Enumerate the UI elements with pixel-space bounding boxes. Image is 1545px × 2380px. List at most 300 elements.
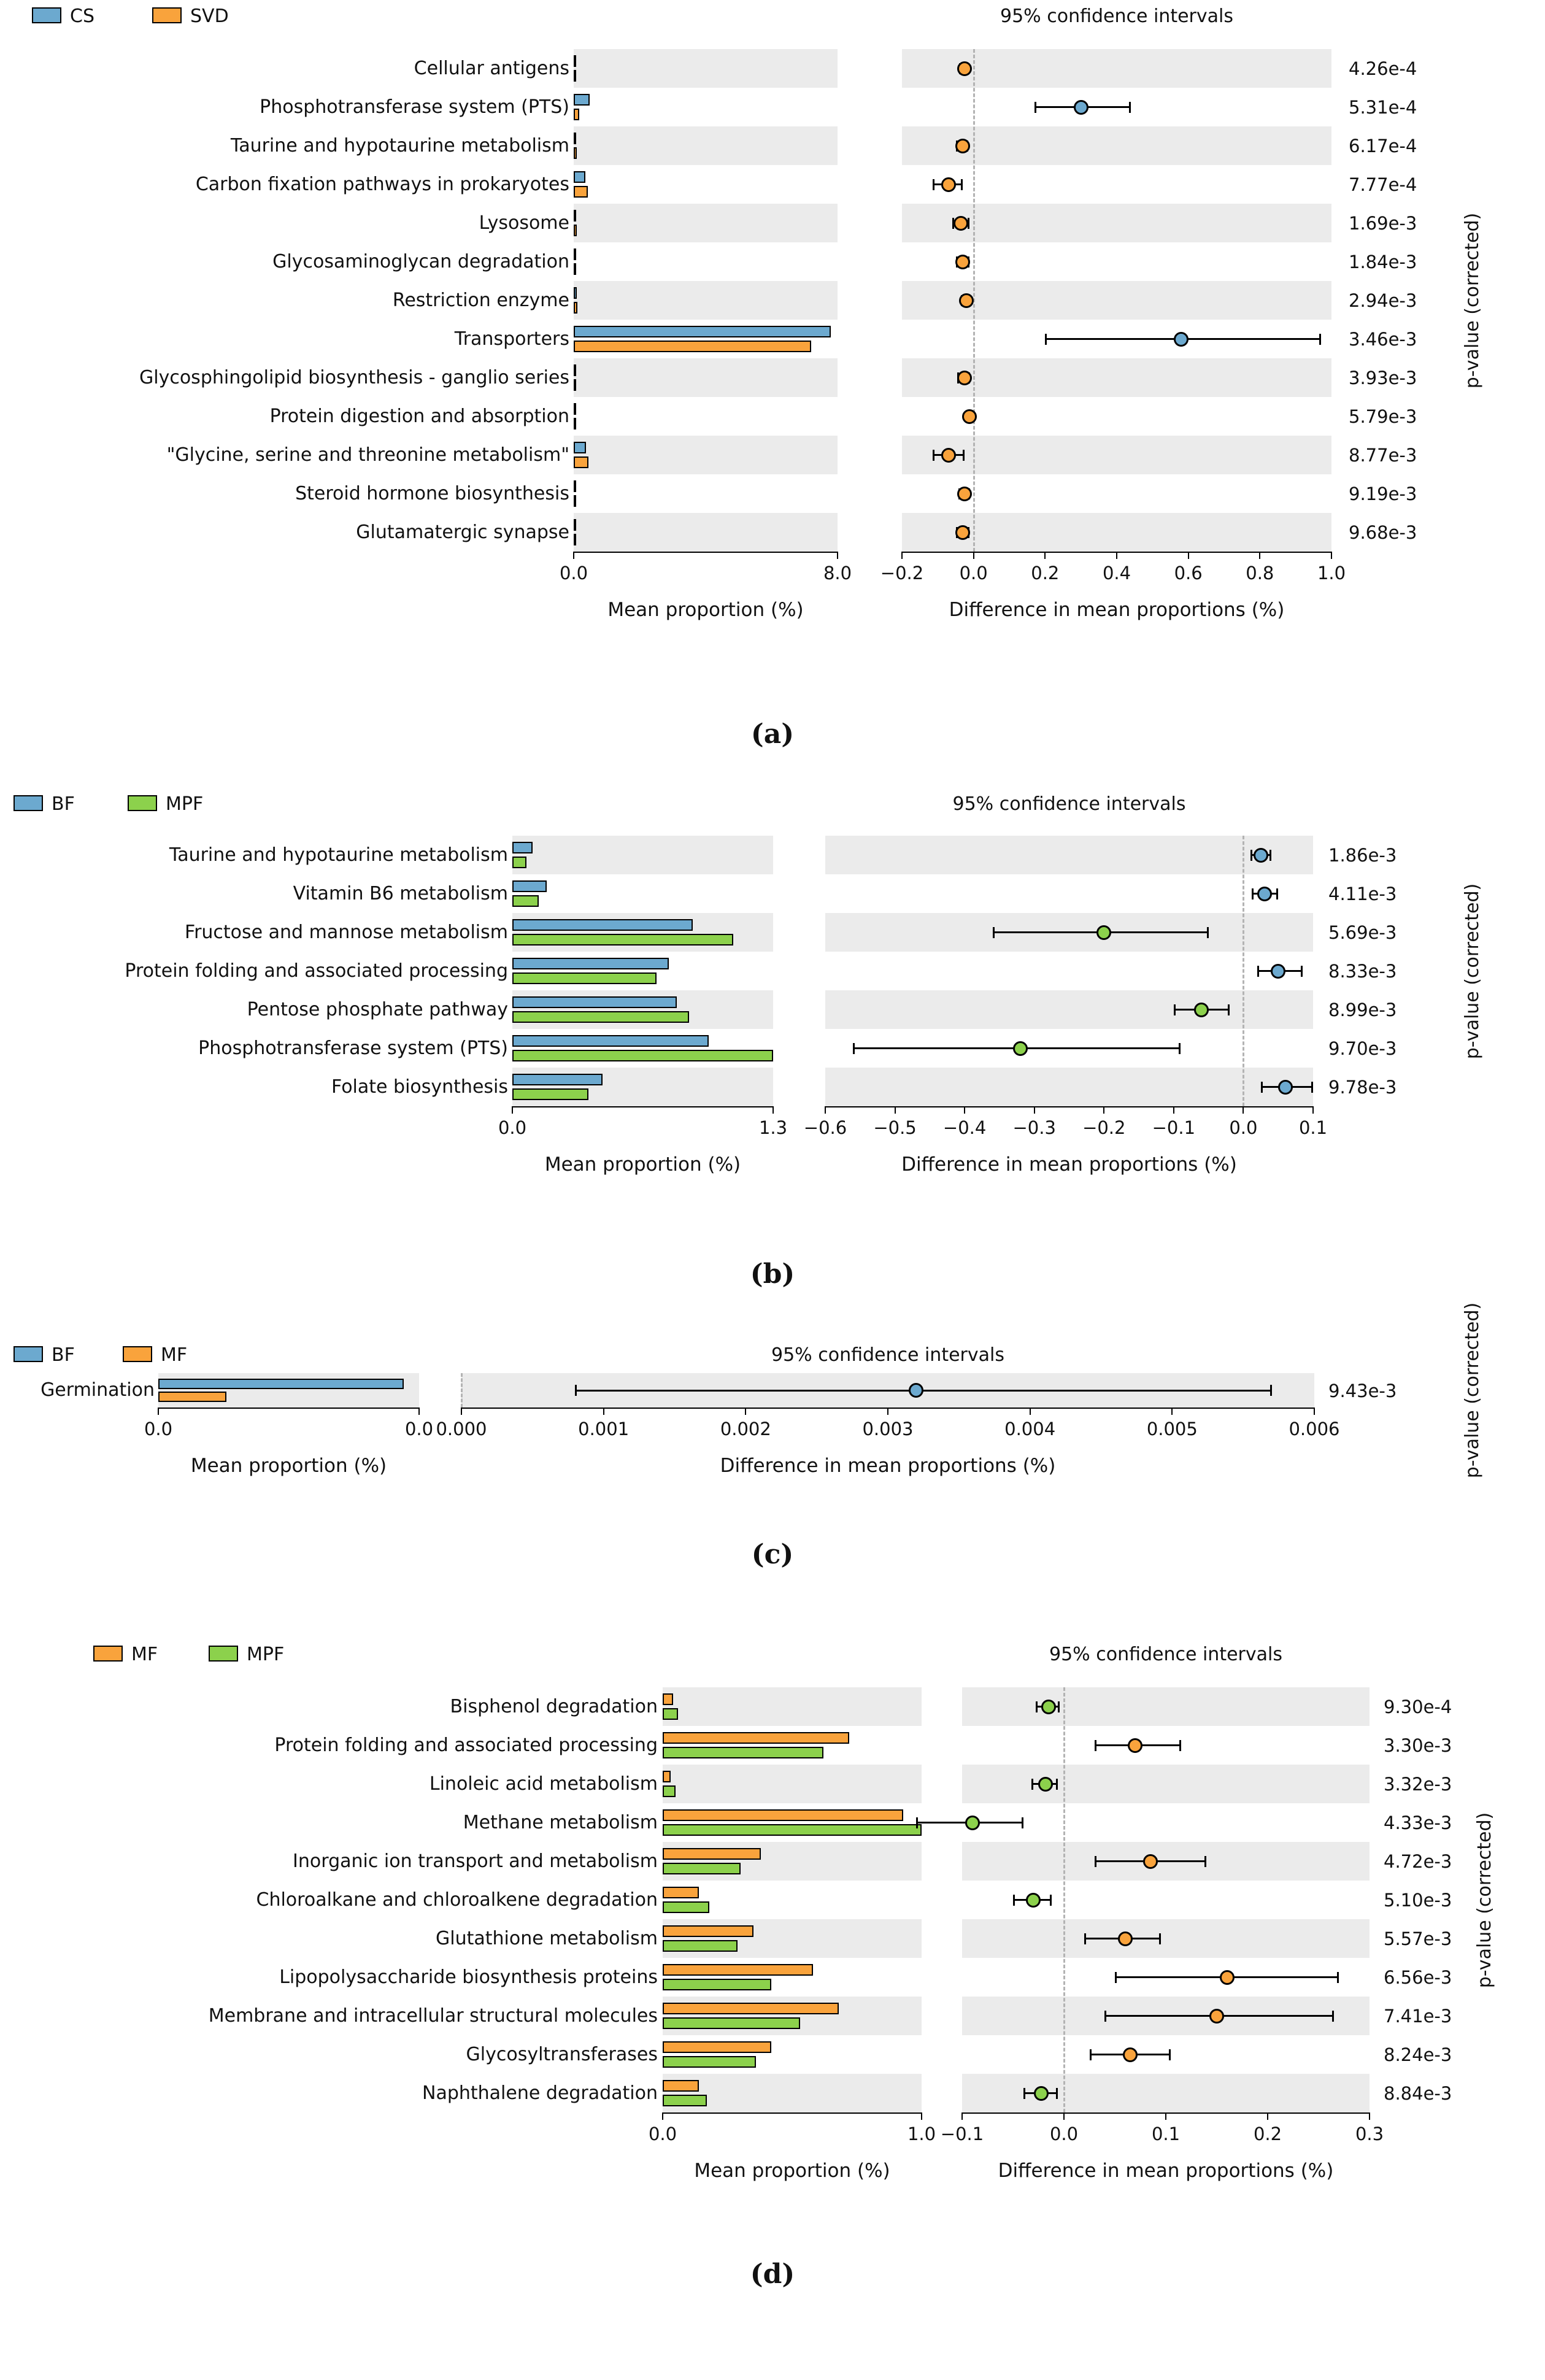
difference-dot (1013, 1041, 1028, 1056)
ci-cap-left (575, 1385, 577, 1396)
mean-proportion-bar-bf (512, 996, 677, 1008)
difference-dot (955, 525, 970, 540)
ci-cap-left (1034, 102, 1036, 113)
tick-label: 0.003 (862, 1419, 914, 1439)
ci-cap-left (1023, 2088, 1025, 2099)
panel-caption: (a) (750, 718, 795, 750)
row-band-left (574, 204, 838, 242)
axis-tick (1171, 1408, 1173, 1415)
mean-proportion-bar-bf (512, 1074, 603, 1085)
p-value: 1.84e-3 (1349, 252, 1417, 272)
pvalue-axis-label: p-value (corrected) (1462, 1302, 1483, 1479)
category-label: Glycosaminoglycan degradation (272, 250, 569, 272)
axis-tick (573, 552, 574, 559)
difference-dot (957, 61, 972, 76)
mean-proportion-bar-svd (574, 263, 576, 275)
row-band-left (574, 281, 838, 320)
mean-proportion-bar-bf (512, 958, 669, 969)
difference-dot (1123, 2047, 1138, 2062)
p-value: 7.41e-3 (1384, 2006, 1452, 2027)
p-value: 9.19e-3 (1349, 483, 1417, 504)
difference-dot (1041, 1700, 1056, 1714)
ci-cap-right (1050, 1895, 1052, 1906)
right-axis-title: Difference in mean proportions (%) (901, 1153, 1237, 1176)
category-label: Pentose phosphate pathway (247, 998, 508, 1020)
tick-label: 0.8 (1246, 563, 1274, 583)
category-label: Fructose and mannose metabolism (185, 921, 508, 943)
difference-dot (1034, 2086, 1049, 2101)
tick-label: 0.1 (1298, 1117, 1328, 1138)
p-value: 8.33e-3 (1328, 961, 1397, 982)
ci-cap-right (1270, 850, 1271, 861)
mean-proportion-bar-cs (574, 171, 585, 183)
category-label: Taurine and hypotaurine metabolism (169, 844, 508, 866)
legend-label: SVD (190, 6, 229, 27)
difference-dot (954, 216, 968, 231)
ci-cap-left (933, 450, 934, 461)
legend-label: CS (70, 6, 94, 27)
ci-cap-left (1013, 1895, 1015, 1906)
axis-tick (1259, 552, 1260, 559)
difference-dot (941, 448, 956, 463)
mean-proportion-bar-mf (663, 2080, 699, 2092)
category-label: Phosphotransferase system (PTS) (260, 96, 569, 118)
axis-tick (887, 1408, 888, 1415)
mean-proportion-bar-mf (663, 1693, 673, 1705)
category-label: Vitamin B6 metabolism (293, 882, 508, 904)
row-band-left (663, 1765, 922, 1803)
tick-label: 0.0 (559, 563, 588, 583)
category-label: Protein folding and associated processing (274, 1734, 658, 1756)
tick-label: 0.002 (720, 1419, 771, 1439)
legend-label: MPF (247, 1644, 285, 1665)
axis-tick (772, 1106, 774, 1114)
ci-cap-right (963, 450, 965, 461)
row-band-right (902, 436, 1331, 474)
category-label: Glycosphingolipid biosynthesis - ganglio series (139, 366, 569, 388)
ci-cap-right (1319, 334, 1321, 345)
legend-swatch-mf (123, 1346, 152, 1362)
tick-label: 0.005 (1146, 1419, 1198, 1439)
panel-title: 95% confidence intervals (1000, 6, 1233, 27)
category-label: Linoleic acid metabolism (429, 1773, 658, 1795)
mean-proportion-bar-bf (512, 1035, 709, 1047)
row-band-left (574, 436, 838, 474)
ci-cap-left (1036, 1701, 1038, 1712)
row-band-right (962, 1919, 1370, 1958)
category-label: Carbon fixation pathways in prokaryotes (195, 173, 569, 195)
difference-dot (1143, 1854, 1158, 1869)
tick-label: 0.004 (1004, 1419, 1056, 1439)
difference-dot (1278, 1080, 1293, 1095)
axis-tick (825, 1106, 826, 1114)
mean-proportion-bar-mf (663, 1925, 753, 1937)
mean-proportion-bar-svd (574, 341, 811, 352)
mean-proportion-bar-svd (574, 418, 576, 429)
ci-cap-right (1332, 2011, 1334, 2022)
tick-label: 0.0 (959, 563, 988, 583)
mean-proportion-bar-cs (574, 94, 590, 106)
mean-proportion-bar-cs (574, 480, 576, 492)
mean-proportion-bar-cs (574, 403, 576, 415)
category-label: Steroid hormone biosynthesis (295, 482, 569, 504)
p-value: 8.24e-3 (1384, 2044, 1452, 2065)
tick-label: 1.0 (907, 2124, 936, 2144)
x-axis-left-plot (663, 2112, 922, 2114)
legend-swatch-mpf (128, 795, 157, 811)
category-label: Lysosome (479, 212, 569, 234)
tick-label: −0.1 (940, 2124, 984, 2144)
legend-swatch-bf (13, 1346, 43, 1362)
ci-cap-left (1090, 2049, 1092, 2060)
tick-label: 8.0 (823, 563, 852, 583)
row-band-left (574, 126, 838, 165)
ci-cap-left (1115, 1972, 1117, 1983)
mean-proportion-bar-mf (663, 1809, 903, 1821)
axis-tick (461, 1408, 462, 1415)
tick-label: −0.4 (942, 1117, 987, 1138)
category-label: Protein folding and associated processing (125, 960, 508, 982)
ci-cap-left (1250, 850, 1252, 861)
tick-label: 0.6 (1174, 563, 1203, 583)
axis-tick (1044, 552, 1046, 559)
mean-proportion-bar-mpf (663, 1785, 676, 1797)
row-band-right (962, 1687, 1370, 1726)
axis-tick (1314, 1408, 1315, 1415)
right-axis-title: Difference in mean proportions (%) (998, 2160, 1334, 2182)
category-label: "Glycine, serine and threonine metabolism" (166, 444, 569, 466)
ci-cap-left (933, 179, 934, 190)
ci-cap-left (1104, 2011, 1106, 2022)
ci-cap-left (1252, 888, 1254, 899)
category-label: Chloroalkane and chloroalkene degradation (256, 1889, 658, 1911)
axis-tick (512, 1106, 513, 1114)
mean-proportion-bar-cs (574, 519, 576, 531)
ci-cap-right (1337, 1972, 1339, 1983)
ci-cap-right (1311, 1082, 1313, 1093)
p-value: 3.46e-3 (1349, 329, 1417, 350)
tick-label: 0.006 (1289, 1419, 1340, 1439)
tick-label: −0.5 (873, 1117, 917, 1138)
axis-tick (1243, 1106, 1244, 1114)
mean-proportion-bar-cs (574, 442, 586, 453)
category-label: Folate biosynthesis (331, 1076, 508, 1098)
mean-proportion-bar-mpf (663, 1824, 922, 1836)
axis-tick (745, 1408, 746, 1415)
tick-label: −0.2 (880, 563, 924, 583)
row-band-left (574, 513, 838, 552)
zero-reference-line (461, 1373, 463, 1408)
axis-tick (1173, 1106, 1174, 1114)
ci-cap-right (1058, 1701, 1060, 1712)
category-label: Naphthalene degradation (422, 2082, 658, 2104)
mean-proportion-bar-mpf (512, 857, 526, 868)
mean-proportion-bar-mpf (663, 2017, 800, 2029)
tick-label: 0.2 (1253, 2124, 1282, 2144)
legend-label: BF (52, 793, 75, 815)
category-label: Glycosyltransferases (466, 2043, 658, 2065)
tick-label: −0.3 (1012, 1117, 1056, 1138)
p-value: 5.79e-3 (1349, 406, 1417, 427)
axis-tick (837, 552, 838, 559)
difference-dot (1118, 1931, 1133, 1946)
mean-proportion-bar-mf (158, 1392, 226, 1402)
panel-title: 95% confidence intervals (952, 793, 1186, 815)
mean-proportion-bar-bf (512, 842, 533, 853)
axis-tick (1312, 1106, 1314, 1114)
mean-proportion-bar-mf (663, 2041, 771, 2053)
mean-proportion-bar-mpf (512, 1011, 689, 1023)
ci-cap-right (1022, 1817, 1023, 1828)
axis-tick (1116, 552, 1117, 559)
axis-tick (418, 1408, 420, 1415)
left-axis-title: Mean proportion (%) (694, 2160, 890, 2182)
axis-tick (1369, 2112, 1370, 2120)
ci-cap-right (961, 179, 963, 190)
axis-tick (921, 2112, 922, 2120)
tick-label: 0.0 (648, 2124, 677, 2144)
p-value: 9.78e-3 (1328, 1077, 1397, 1098)
mean-proportion-bar-cs (574, 326, 831, 337)
tick-label: 0.4 (1102, 563, 1131, 583)
mean-proportion-bar-svd (574, 302, 577, 314)
p-value: 3.93e-3 (1349, 368, 1417, 388)
panel-title: 95% confidence intervals (1049, 1644, 1282, 1665)
left-axis-title: Mean proportion (%) (190, 1455, 387, 1477)
panel-caption: (d) (750, 2259, 795, 2290)
panel-title: 95% confidence intervals (771, 1344, 1004, 1366)
axis-tick (1030, 1408, 1031, 1415)
ci-cap-left (1095, 1740, 1096, 1751)
mean-proportion-bar-cs (574, 210, 576, 221)
ci-cap-right (1056, 2088, 1058, 2099)
mean-proportion-bar-cs (574, 364, 576, 376)
difference-dot (1271, 964, 1285, 979)
p-value: 8.99e-3 (1328, 999, 1397, 1020)
mean-proportion-bar-mpf (663, 2095, 707, 2106)
x-axis-right-plot (825, 1106, 1313, 1107)
mean-proportion-bar-svd (574, 379, 576, 391)
ci-cap-right (1207, 927, 1209, 938)
ci-cap-right (1169, 2049, 1171, 2060)
difference-dot (1026, 1893, 1041, 1908)
p-value: 8.84e-3 (1384, 2083, 1452, 2104)
mean-proportion-bar-bf (512, 880, 547, 892)
axis-tick (662, 2112, 663, 2120)
p-value: 8.77e-3 (1349, 445, 1417, 466)
category-label: Glutathione metabolism (436, 1927, 658, 1949)
category-label: Methane metabolism (463, 1811, 658, 1833)
difference-dot (1257, 887, 1272, 901)
category-label: Membrane and intracellular structural molecules (208, 2005, 658, 2027)
difference-dot (1194, 1003, 1209, 1017)
ci-cap-right (1179, 1043, 1181, 1054)
difference-dot (1220, 1970, 1235, 1985)
difference-dot (957, 371, 972, 385)
pvalue-axis-label: p-value (corrected) (1462, 212, 1483, 388)
ci-cap-left (1257, 966, 1259, 977)
tick-label: 0.3 (1355, 2124, 1384, 2144)
mean-proportion-bar-mpf (663, 1979, 771, 1990)
difference-dot (1174, 332, 1189, 347)
p-value: 2.94e-3 (1349, 290, 1417, 311)
mean-proportion-bar-svd (574, 109, 579, 120)
mean-proportion-bar-svd (574, 456, 588, 468)
category-label: Bisphenol degradation (450, 1695, 658, 1717)
tick-label: 0.001 (578, 1419, 630, 1439)
pvalue-axis-label: p-value (corrected) (1474, 1812, 1495, 1988)
p-value: 5.69e-3 (1328, 922, 1397, 943)
row-band-right (825, 836, 1313, 874)
row-band-left (512, 836, 773, 874)
category-label: Germination (40, 1379, 155, 1401)
axis-tick (973, 552, 974, 559)
mean-proportion-bar-mpf (663, 1940, 738, 1952)
p-value: 5.57e-3 (1384, 1928, 1452, 1949)
p-value: 6.56e-3 (1384, 1967, 1452, 1988)
axis-tick (1063, 2112, 1065, 2120)
category-label: Transporters (454, 328, 569, 350)
axis-tick (603, 1408, 604, 1415)
tick-label: −0.6 (803, 1117, 847, 1138)
row-band-right (825, 990, 1313, 1029)
category-label: Cellular antigens (414, 57, 569, 79)
right-axis-title: Difference in mean proportions (%) (720, 1455, 1056, 1477)
axis-tick (961, 2112, 963, 2120)
difference-dot (1254, 848, 1268, 863)
mean-proportion-bar-bf (512, 919, 693, 931)
zero-reference-line (1063, 1687, 1065, 2112)
difference-dot (955, 139, 970, 153)
tick-label: 0.0 (404, 1419, 434, 1439)
row-band-left (574, 358, 838, 397)
ci-cap-left (1261, 1082, 1263, 1093)
legend-swatch-cs (32, 7, 61, 23)
mean-proportion-bar-svd (574, 495, 576, 507)
ci-cap-right (1276, 888, 1278, 899)
p-value: 9.30e-4 (1384, 1696, 1452, 1717)
ci-cap-right (1270, 1385, 1272, 1396)
ci-cap-left (853, 1043, 855, 1054)
ci-cap-right (1228, 1004, 1230, 1015)
tick-label: 0.0 (1229, 1117, 1258, 1138)
x-axis-left-plot (574, 552, 838, 553)
axis-tick (1331, 552, 1332, 559)
mean-proportion-bar-mf (663, 1848, 761, 1860)
p-value: 1.69e-3 (1349, 213, 1417, 234)
ci-cap-left (1084, 1933, 1086, 1944)
legend-label: MPF (166, 793, 204, 815)
axis-tick (158, 1408, 159, 1415)
mean-proportion-bar-mpf (663, 1747, 823, 1758)
ci-cap-right (1129, 102, 1131, 113)
axis-tick (1103, 1106, 1104, 1114)
ci-cap-right (1159, 1933, 1161, 1944)
category-label: Protein digestion and absorption (269, 405, 569, 427)
row-band-right (962, 1765, 1370, 1803)
difference-dot (1128, 1738, 1142, 1753)
p-value: 4.33e-3 (1384, 1812, 1452, 1833)
panel-caption: (b) (750, 1258, 795, 1290)
mean-proportion-bar-svd (574, 147, 577, 159)
p-value: 4.26e-4 (1349, 58, 1417, 79)
p-value: 9.43e-3 (1328, 1380, 1397, 1401)
category-label: Taurine and hypotaurine metabolism (230, 134, 569, 156)
p-value: 7.77e-4 (1349, 174, 1417, 195)
tick-label: 1.3 (758, 1117, 788, 1138)
category-label: Restriction enzyme (392, 289, 569, 311)
mean-proportion-bar-mpf (512, 1088, 588, 1100)
mean-proportion-bar-mf (663, 2003, 839, 2014)
row-band-left (663, 2074, 922, 2112)
pvalue-axis-label: p-value (corrected) (1462, 883, 1483, 1059)
p-value: 1.86e-3 (1328, 845, 1397, 866)
axis-tick (1188, 552, 1189, 559)
ci-cap-left (916, 1817, 918, 1828)
mean-proportion-bar-svd (574, 225, 577, 236)
mean-proportion-bar-mpf (512, 972, 657, 984)
p-value: 3.30e-3 (1384, 1735, 1452, 1756)
p-value: 5.10e-3 (1384, 1890, 1452, 1911)
difference-dot (962, 409, 977, 424)
mean-proportion-bar-mpf (512, 1050, 773, 1061)
row-band-left (574, 49, 838, 88)
mean-proportion-bar-cs (574, 133, 576, 144)
axis-tick (1267, 2112, 1268, 2120)
mean-proportion-bar-mpf (512, 895, 539, 907)
tick-label: 0.1 (1151, 2124, 1181, 2144)
axis-tick (895, 1106, 896, 1114)
axis-tick (901, 552, 903, 559)
difference-dot (941, 177, 956, 192)
left-axis-title: Mean proportion (%) (544, 1153, 741, 1176)
ci-cap-left (1174, 1004, 1176, 1015)
mean-proportion-bar-cs (574, 55, 576, 67)
mean-proportion-bar-mpf (663, 2056, 756, 2068)
p-value: 4.72e-3 (1384, 1851, 1452, 1872)
mean-proportion-bar-mf (663, 1732, 849, 1744)
ci-cap-right (1056, 1779, 1058, 1790)
category-label: Inorganic ion transport and metabolism (293, 1850, 658, 1872)
legend-swatch-svd (152, 7, 182, 23)
difference-dot (965, 1816, 980, 1830)
tick-label: −0.2 (1082, 1117, 1126, 1138)
difference-dot (955, 255, 970, 269)
ci-cap-right (1179, 1740, 1181, 1751)
tick-label: 1.0 (1317, 563, 1346, 583)
legend-swatch-mf (93, 1646, 123, 1662)
difference-dot (1074, 100, 1088, 115)
mean-proportion-bar-svd (574, 534, 576, 545)
legend-swatch-mpf (209, 1646, 238, 1662)
axis-tick (1165, 2112, 1166, 2120)
ci-cap-left (1045, 334, 1047, 345)
mean-proportion-bar-bf (158, 1379, 404, 1389)
difference-dot (957, 487, 972, 501)
tick-label: 0.0 (144, 1419, 173, 1439)
ci-cap-right (1301, 966, 1303, 977)
tick-label: 0.2 (1031, 563, 1060, 583)
mean-proportion-bar-mpf (663, 1863, 741, 1874)
row-band-left (663, 1687, 922, 1726)
tick-label: 0.000 (436, 1419, 487, 1439)
legend-label: BF (52, 1344, 75, 1366)
right-axis-title: Difference in mean proportions (%) (949, 599, 1285, 621)
mean-proportion-bar-mpf (512, 934, 733, 945)
mean-proportion-bar-mf (663, 1771, 671, 1782)
difference-dot (959, 293, 974, 308)
mean-proportion-bar-mf (663, 1964, 813, 1976)
